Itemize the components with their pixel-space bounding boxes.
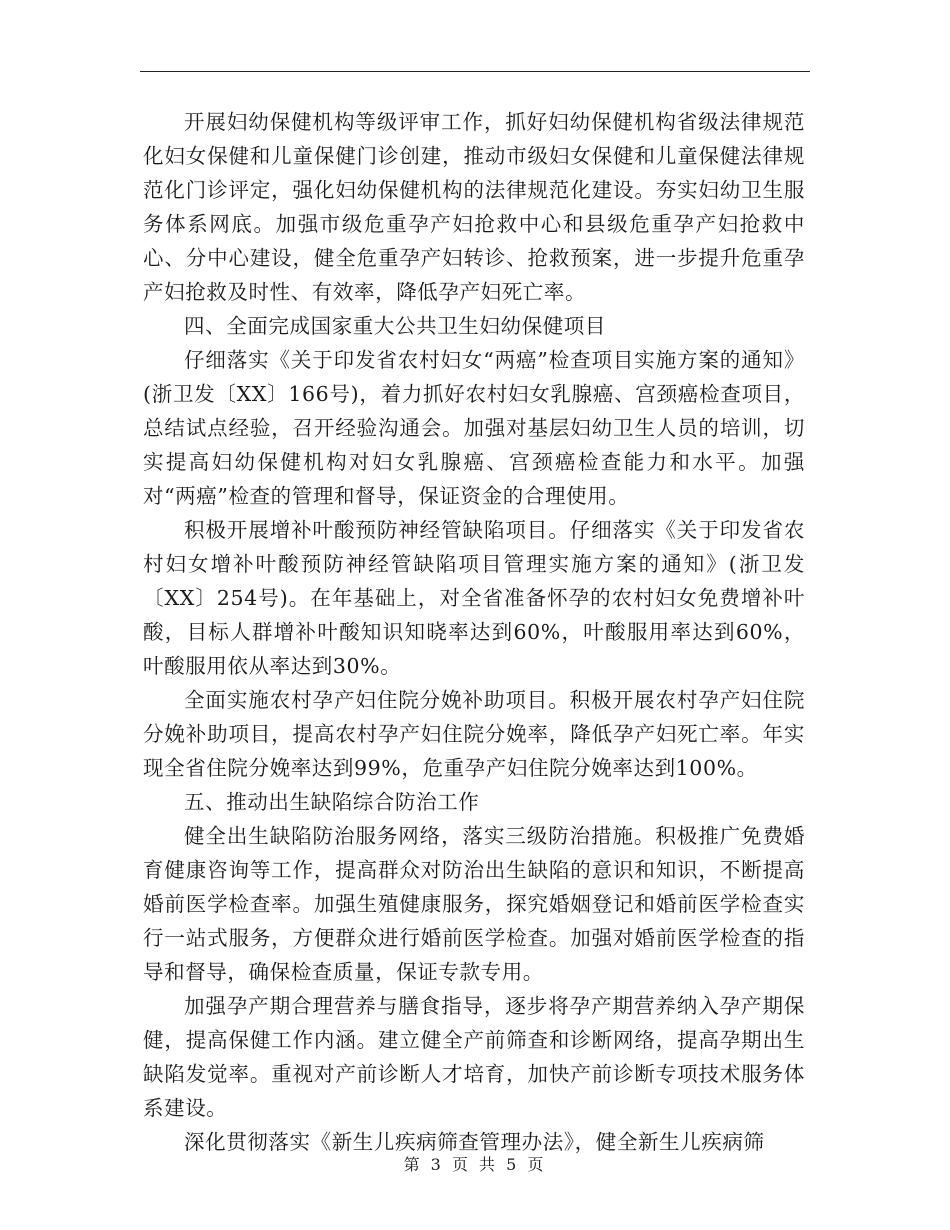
paragraph-2: 仔细落实《关于印发省农村妇女“两癌”检查项目实施方案的通知》(浙卫发〔XX〕166号)，着力抓好农村妇女乳腺癌、宫颈癌检查项目，总结试点经验，召开经验沟通会。加强对基层妇幼卫生人员的培训，切实提高妇幼保健机构对妇女乳腺癌、宫颈癌检查能力和水平。加强对“两癌”检查的管理和督导，保证资金的合理使用。 bbox=[143, 348, 805, 508]
paragraph-6: 加强孕产期合理营养与膳食指导，逐步将孕产期营养纳入孕产期保健，提高保健工作内涵。建立健全产前筛查和诊断网络，提高孕期出生缺陷发觉率。重视对产前诊断人才培育，加快产前诊断专项技术服务体系建设。 bbox=[143, 994, 805, 1120]
paragraph-1: 开展妇幼保健机构等级评审工作，抓好妇幼保健机构省级法律规范化妇女保健和儿童保健门诊创建，推动市级妇女保健和儿童保健法律规范化门诊评定，强化妇幼保健机构的法律规范化建设。夯实妇幼卫生服务体系网底。加强市级危重孕产妇抢救中心和县级危重孕产妇抢救中心、分中心建设，健全危重孕产妇转诊、抢救预案，进一步提升危重孕产妇抢救及时性、有效率，降低孕产妇死亡率。 bbox=[143, 110, 805, 304]
paragraph-7: 深化贯彻落实《新生儿疾病筛查管理办法》，健全新生儿疾病筛 bbox=[184, 1130, 765, 1154]
paragraph-5: 健全出生缺陷防治服务网络，落实三级防治措施。积极推广免费婚育健康咨询等工作，提高群众对防治出生缺陷的意识和知识，不断提高婚前医学检查率。加强生殖健康服务，探究婚姻登记和婚前医学检查实行一站式服务，方便群众进行婚前医学检查。加强对婚前医学检查的指导和督导，确保检查质量，保证专款专用。 bbox=[143, 824, 805, 984]
section-heading-5: 五、推动出生缺陷综合防治工作 bbox=[184, 790, 480, 814]
paragraph-4: 全面实施农村孕产妇住院分娩补助项目。积极开展农村孕产妇住院分娩补助项目，提高农村孕产妇住院分娩率，降低孕产妇死亡率。年实现全省住院分娩率达到99%，危重孕产妇住院分娩率达到100%。 bbox=[143, 688, 805, 780]
paragraph-3: 积极开展增补叶酸预防神经管缺陷项目。仔细落实《关于印发省农村妇女增补叶酸预防神经管缺陷项目管理实施方案的通知》(浙卫发〔XX〕254号)。在年基础上，对全省准备怀孕的农村妇女免费增补叶酸，目标人群增补叶酸知识知晓率达到60%，叶酸服用率达到60%，叶酸服用依从率达到30%。 bbox=[143, 518, 805, 678]
header-rule bbox=[140, 71, 810, 72]
document-body bbox=[143, 105, 805, 1159]
page-number: 第 3 页 共 5 页 bbox=[403, 1155, 547, 1174]
section-heading-4: 四、全面完成国家重大公共卫生妇幼保健项目 bbox=[184, 314, 606, 338]
